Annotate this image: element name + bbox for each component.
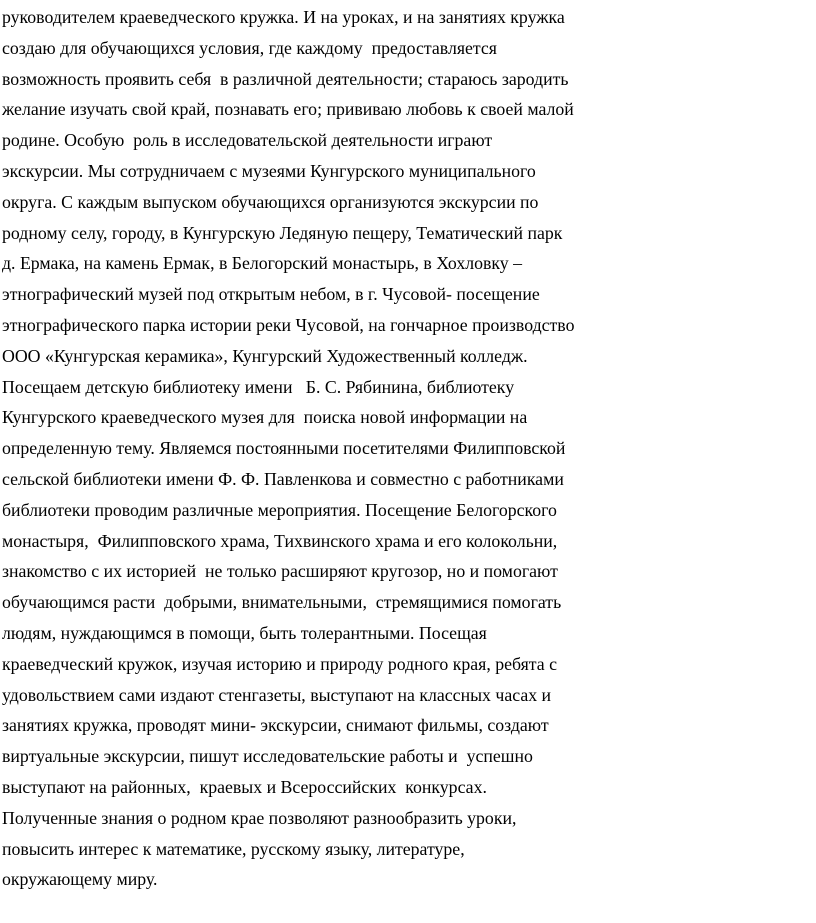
text-line: виртуальные экскурсии, пишут исследовательские работы и успешно: [2, 746, 533, 767]
text-line: сельской библиотеки имени Ф. Ф. Павленкова и совместно с работниками: [2, 468, 564, 489]
text-line: экскурсии. Мы сотрудничаем с музеями Кунгурского муниципального: [2, 160, 536, 181]
text-line: выступают на районных, краевых и Всероссийских конкурсах.: [2, 776, 487, 797]
text-line: руководителем краеведческого кружка. И на уроках, и на занятиях кружка: [2, 7, 565, 27]
text-line: занятиях кружка, проводят мини- экскурсии, снимают фильмы, создают: [2, 715, 549, 736]
text-line: окружающему миру.: [2, 869, 158, 890]
text-line: краеведческий кружок, изучая историю и природу родного края, ребята с: [2, 653, 558, 674]
text-line: родному селу, городу, в Кунгурскую Ледяную пещеру, Тематический парк: [2, 222, 563, 243]
text-line: библиотеки проводим различные мероприятия. Посещение Белогорского: [2, 499, 557, 520]
text-line: людям, нуждающимся в помощи, быть толерантными. Посещая: [2, 622, 487, 643]
text-line: знакомство с их историей не только расширяют кругозор, но и помогают: [2, 561, 558, 582]
text-line: Полученные знания о родном крае позволяют разнообразить уроки,: [2, 807, 517, 828]
text-line: повысить интерес к математике, русскому языку, литературе,: [2, 838, 465, 859]
text-line: этнографический музей под открытым небом, в г. Чусовой- посещение: [2, 284, 540, 305]
text-line: ООО «Кунгурская керамика», Кунгурский Художественный колледж.: [2, 345, 528, 366]
text-line: монастыря, Филипповского храма, Тихвинского храма и его колокольни,: [2, 530, 558, 551]
text-line: обучающимся расти добрыми, внимательными, стремящимися помогать: [2, 592, 562, 613]
text-line: Посещаем детскую библиотеку имени Б. С. Рябинина, библиотеку: [2, 376, 515, 397]
text-line: д. Ермака, на камень Ермак, в Белогорский монастырь, в Хохловку –: [2, 253, 523, 274]
text-line: определенную тему. Являемся постоянными посетителями Филипповской: [2, 438, 566, 459]
text-line: желание изучать свой край, познавать его; прививаю любовь к своей малой: [2, 99, 574, 120]
text-line: удовольствием сами издают стенгазеты, выступают на классных часах и: [2, 684, 552, 705]
text-line: Кунгурского краеведческого музея для поиска новой информации на: [2, 407, 528, 428]
body-text: [2, 2, 816, 895]
text-line: этнографического парка истории реки Чусовой, на гончарное производство: [2, 314, 575, 335]
text-line: возможность проявить себя в различной деятельности; стараюсь зародить: [2, 68, 569, 89]
text-line: создаю для обучающихся условия, где каждому предоставляется: [2, 37, 497, 58]
text-line: родине. Особую роль в исследовательской деятельности играют: [2, 130, 493, 151]
text-line: округа. С каждым выпуском обучающихся организуются экскурсии по: [2, 191, 539, 212]
